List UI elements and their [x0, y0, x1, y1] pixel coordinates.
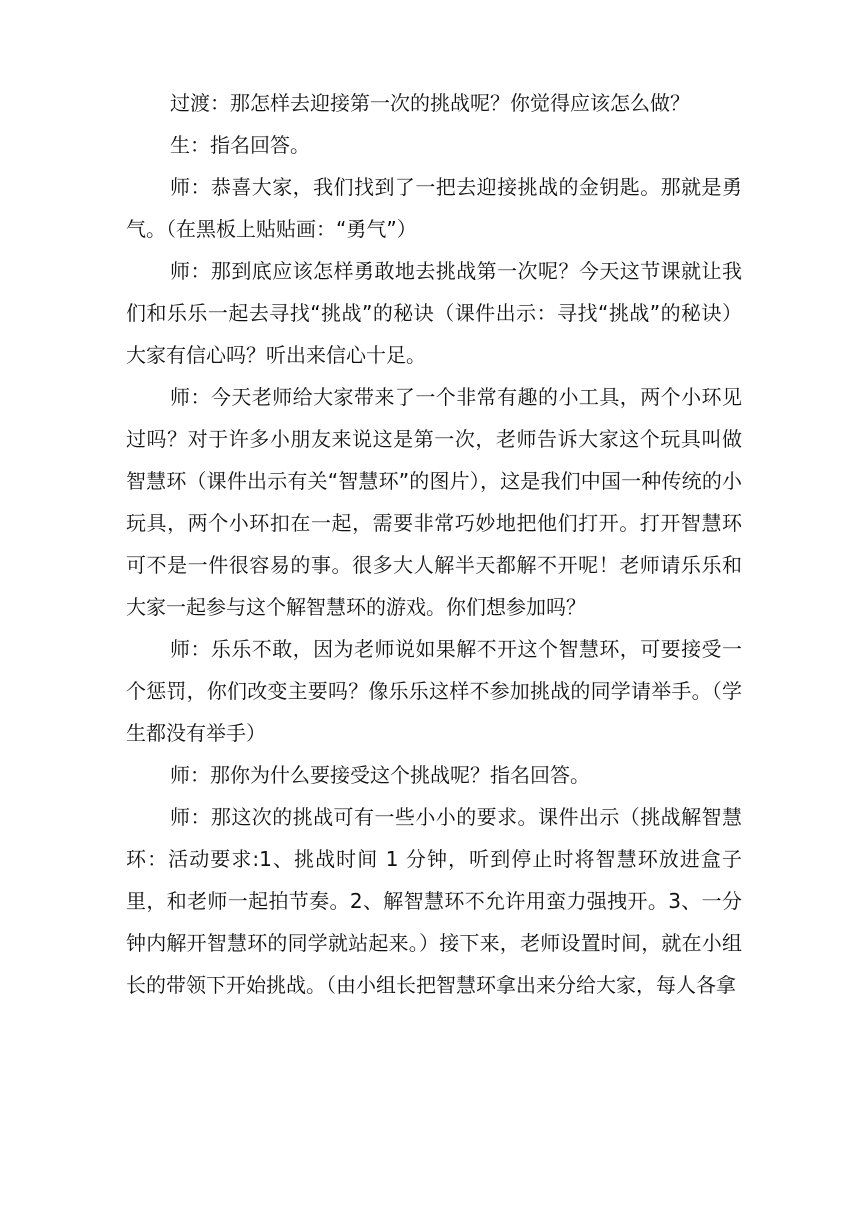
- paragraph-student-answer: 生：指名回答。: [170, 133, 310, 157]
- paragraph-lele-afraid: 师：乐乐不敢，因为老师说如果解不开这个智慧环，可要接受一个惩罚，你们改变主要吗？像乐乐这样不参加挑战的同学请举手。（学生都没有举手）: [126, 637, 742, 745]
- paragraph-why-accept: 师：那你为什么要接受这个挑战呢？指名回答。: [170, 763, 590, 787]
- paragraph-challenge-rules: 师：那这次的挑战可有一些小小的要求。课件出示（挑战解智慧环：活动要求:1、挑战时间 1 分钟，听到停止时将智慧环放进盒子里，和老师一起拍节奏。2、解智慧环不允许用蛮力强拽开。3、一分钟内解开智慧环的同学就站起来。）接下来，老师设置时间，就在小组长的带领下开始挑战。（由小组长把智慧环拿出来分给大家，每人各拿: [126, 805, 742, 997]
- paragraph-golden-key: 师：恭喜大家，我们找到了一把去迎接挑战的金钥匙。那就是勇气。（在黑板上贴贴画：“勇气”）: [126, 175, 742, 241]
- paragraph-wisdom-ring-intro: 师：今天老师给大家带来了一个非常有趣的小工具，两个小环见过吗？对于许多小朋友来说这是第一次，老师告诉大家这个玩具叫做智慧环（课件出示有关“智慧环”的图片），这是我们中国一种传统的小玩具，两个小环扣在一起，需要非常巧妙地把他们打开。打开智慧环可不是一件很容易的事。很多大人解半天都解不开呢！老师请乐乐和大家一起参与这个解智慧环的游戏。你们想参加吗？: [126, 385, 742, 619]
- paragraph-challenge-secret: 师：那到底应该怎样勇敢地去挑战第一次呢？今天这节课就让我们和乐乐一起去寻找“挑战”的秘诀（课件出示：寻找“挑战”的秘诀）大家有信心吗？听出来信心十足。: [126, 259, 742, 367]
- document-body: [126, 82, 742, 1006]
- paragraph-transition: 过渡：那怎样去迎接第一次的挑战呢？你觉得应该怎么做？: [170, 91, 690, 115]
